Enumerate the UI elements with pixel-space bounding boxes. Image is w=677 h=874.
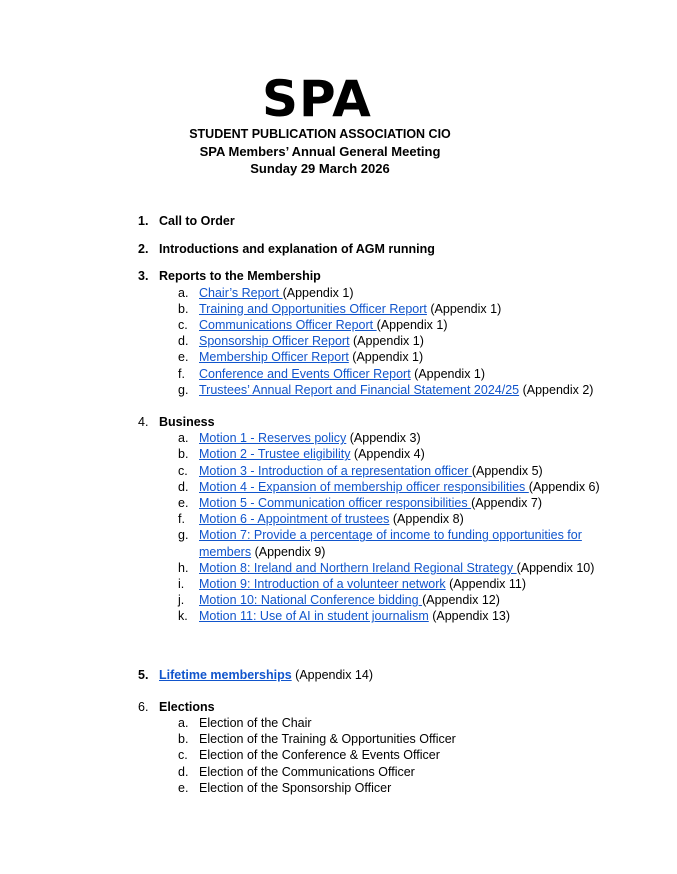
appendix-ref: (Appendix 1)	[282, 285, 354, 300]
list-item	[138, 446, 658, 462]
trustees-annual-report-link[interactable]: Trustees’ Annual Report and Financial Statement 2024/25	[199, 382, 520, 397]
motion-10-link[interactable]: Motion 10: National Conference bidding	[199, 593, 423, 608]
list-item	[138, 592, 658, 608]
motion-11-link[interactable]: Motion 11: Use of AI in student journalism	[199, 609, 429, 624]
item-letter: c.	[178, 463, 188, 478]
appendix-ref: (Appendix 8)	[389, 512, 464, 527]
membership-officer-report-link[interactable]: Membership Officer Report	[199, 350, 349, 365]
appendix-ref: (Appendix 9)	[251, 544, 326, 559]
election-item: Election of the Chair	[199, 716, 312, 731]
motion-8-link[interactable]: Motion 8: Ireland and Northern Ireland Regional Strategy	[199, 560, 517, 575]
item-letter: g.	[178, 528, 189, 543]
lifetime-memberships-link[interactable]: Lifetime memberships	[159, 667, 292, 682]
item-letter: j.	[178, 593, 185, 608]
conference-events-officer-report-link[interactable]: Conference and Events Officer Report	[199, 366, 411, 381]
list-item	[138, 479, 658, 495]
list-item	[138, 527, 658, 559]
section-number: 3.	[138, 269, 149, 284]
section-number: 4.	[138, 415, 149, 430]
item-letter: b.	[178, 732, 189, 747]
list-item	[138, 764, 658, 780]
item-letter: c.	[178, 748, 188, 763]
agenda-section-3	[138, 268, 658, 398]
list-item	[138, 511, 658, 527]
appendix-ref: (Appendix 6)	[528, 479, 600, 494]
section-number: 6.	[138, 699, 149, 714]
list-item	[138, 301, 658, 317]
item-letter: e.	[178, 780, 189, 795]
list-item	[138, 731, 658, 747]
training-officer-report-link[interactable]: Training and Opportunities Officer Report	[199, 301, 427, 316]
item-letter: a.	[178, 716, 189, 731]
appendix-ref: (Appendix 1)	[410, 366, 486, 381]
item-letter: d.	[178, 764, 189, 779]
list-item	[138, 366, 658, 382]
item-letter: e.	[178, 350, 189, 365]
agenda-section-1	[138, 213, 658, 229]
sponsorship-officer-report-link[interactable]: Sponsorship Officer Report	[199, 334, 350, 349]
section-title: Business	[159, 415, 215, 430]
item-letter: e.	[178, 496, 189, 511]
reports-list	[138, 285, 658, 398]
item-letter: f.	[178, 512, 185, 527]
list-item	[138, 608, 658, 624]
section-number: 2.	[138, 241, 149, 256]
item-letter: g.	[178, 382, 189, 397]
list-item	[138, 382, 658, 398]
appendix-ref: (Appendix 1)	[349, 334, 424, 349]
item-letter: a.	[178, 285, 189, 300]
section-title: Reports to the Membership	[159, 269, 321, 284]
appendix-ref: (Appendix 13)	[428, 609, 511, 624]
election-item: Election of the Sponsorship Officer	[199, 780, 392, 795]
list-item	[138, 349, 658, 365]
motions-list	[138, 430, 658, 624]
list-item	[138, 747, 658, 763]
list-item	[138, 285, 658, 301]
list-item	[138, 780, 658, 796]
meeting-date: Sunday 29 March 2026	[250, 161, 390, 176]
appendix-ref: (Appendix 10)	[516, 560, 595, 575]
item-letter: h.	[178, 560, 189, 575]
appendix-ref: (Appendix 7)	[471, 496, 542, 511]
section-title: Elections	[159, 699, 215, 714]
appendix-ref: (Appendix 11)	[445, 577, 527, 592]
motion-2-link[interactable]: Motion 2 - Trustee eligibility	[199, 447, 351, 462]
section-number: 5.	[138, 667, 149, 682]
item-letter: k.	[178, 609, 188, 624]
election-item: Election of the Conference & Events Officer	[199, 748, 440, 763]
list-item	[138, 333, 658, 349]
item-letter: d.	[178, 479, 189, 494]
elections-list	[138, 715, 658, 796]
organization-name: STUDENT PUBLICATION ASSOCIATION CIO	[189, 127, 451, 141]
list-item	[138, 495, 658, 511]
agenda	[138, 213, 658, 796]
agenda-section-2	[138, 241, 658, 257]
item-letter: c.	[178, 318, 188, 333]
list-item	[138, 715, 658, 731]
motion-9-link[interactable]: Motion 9: Introduction of a volunteer network	[199, 577, 446, 592]
item-letter: b.	[178, 301, 189, 316]
list-item	[138, 317, 658, 333]
section-number: 1.	[138, 214, 149, 228]
appendix-ref: (Appendix 1)	[426, 301, 502, 316]
list-item	[138, 576, 658, 592]
appendix-ref: (Appendix 12)	[422, 593, 500, 608]
item-letter: i.	[178, 577, 185, 592]
communications-officer-report-link[interactable]: Communications Officer Report	[199, 318, 377, 333]
list-item	[138, 463, 658, 479]
appendix-ref: (Appendix 1)	[348, 350, 424, 365]
appendix-ref: (Appendix 2)	[519, 382, 594, 397]
motion-3-link[interactable]: Motion 3 - Introduction of a representation officer	[199, 463, 472, 478]
election-item: Election of the Training & Opportunities Officer	[199, 732, 456, 747]
motion-5-link[interactable]: Motion 5 - Communication officer responsibilities	[199, 496, 472, 511]
appendix-ref: (Appendix 3)	[346, 431, 421, 446]
section-title: Call to Order	[159, 214, 235, 228]
appendix-ref: (Appendix 4)	[350, 447, 425, 462]
appendix-ref: (Appendix 14)	[291, 667, 373, 682]
item-letter: b.	[178, 447, 189, 462]
chairs-report-link[interactable]: Chair’s Report	[199, 285, 283, 300]
motion-1-link[interactable]: Motion 1 - Reserves policy	[199, 431, 347, 446]
meeting-title: SPA Members’ Annual General Meeting	[199, 144, 441, 159]
motion-4-link[interactable]: Motion 4 - Expansion of membership officer responsibilities	[199, 479, 529, 494]
list-item	[138, 430, 658, 446]
motion-7-link[interactable]: Motion 7: Provide a percentage of income to funding opportunities for members	[199, 528, 582, 559]
item-letter: d.	[178, 334, 189, 349]
agenda-section-5	[138, 667, 658, 683]
motion-6-link[interactable]: Motion 6 - Appointment of trustees	[199, 512, 390, 527]
appendix-ref: (Appendix 1)	[376, 318, 448, 333]
item-letter: a.	[178, 431, 189, 446]
spa-logo: SPA	[262, 70, 372, 128]
list-item	[138, 560, 658, 576]
election-item: Election of the Communications Officer	[199, 764, 415, 779]
agenda-section-6	[138, 699, 658, 796]
item-letter: f.	[178, 366, 185, 381]
section-title: Introductions and explanation of AGM running	[159, 241, 435, 256]
agenda-section-4	[138, 414, 658, 625]
appendix-ref: (Appendix 5)	[471, 463, 543, 478]
